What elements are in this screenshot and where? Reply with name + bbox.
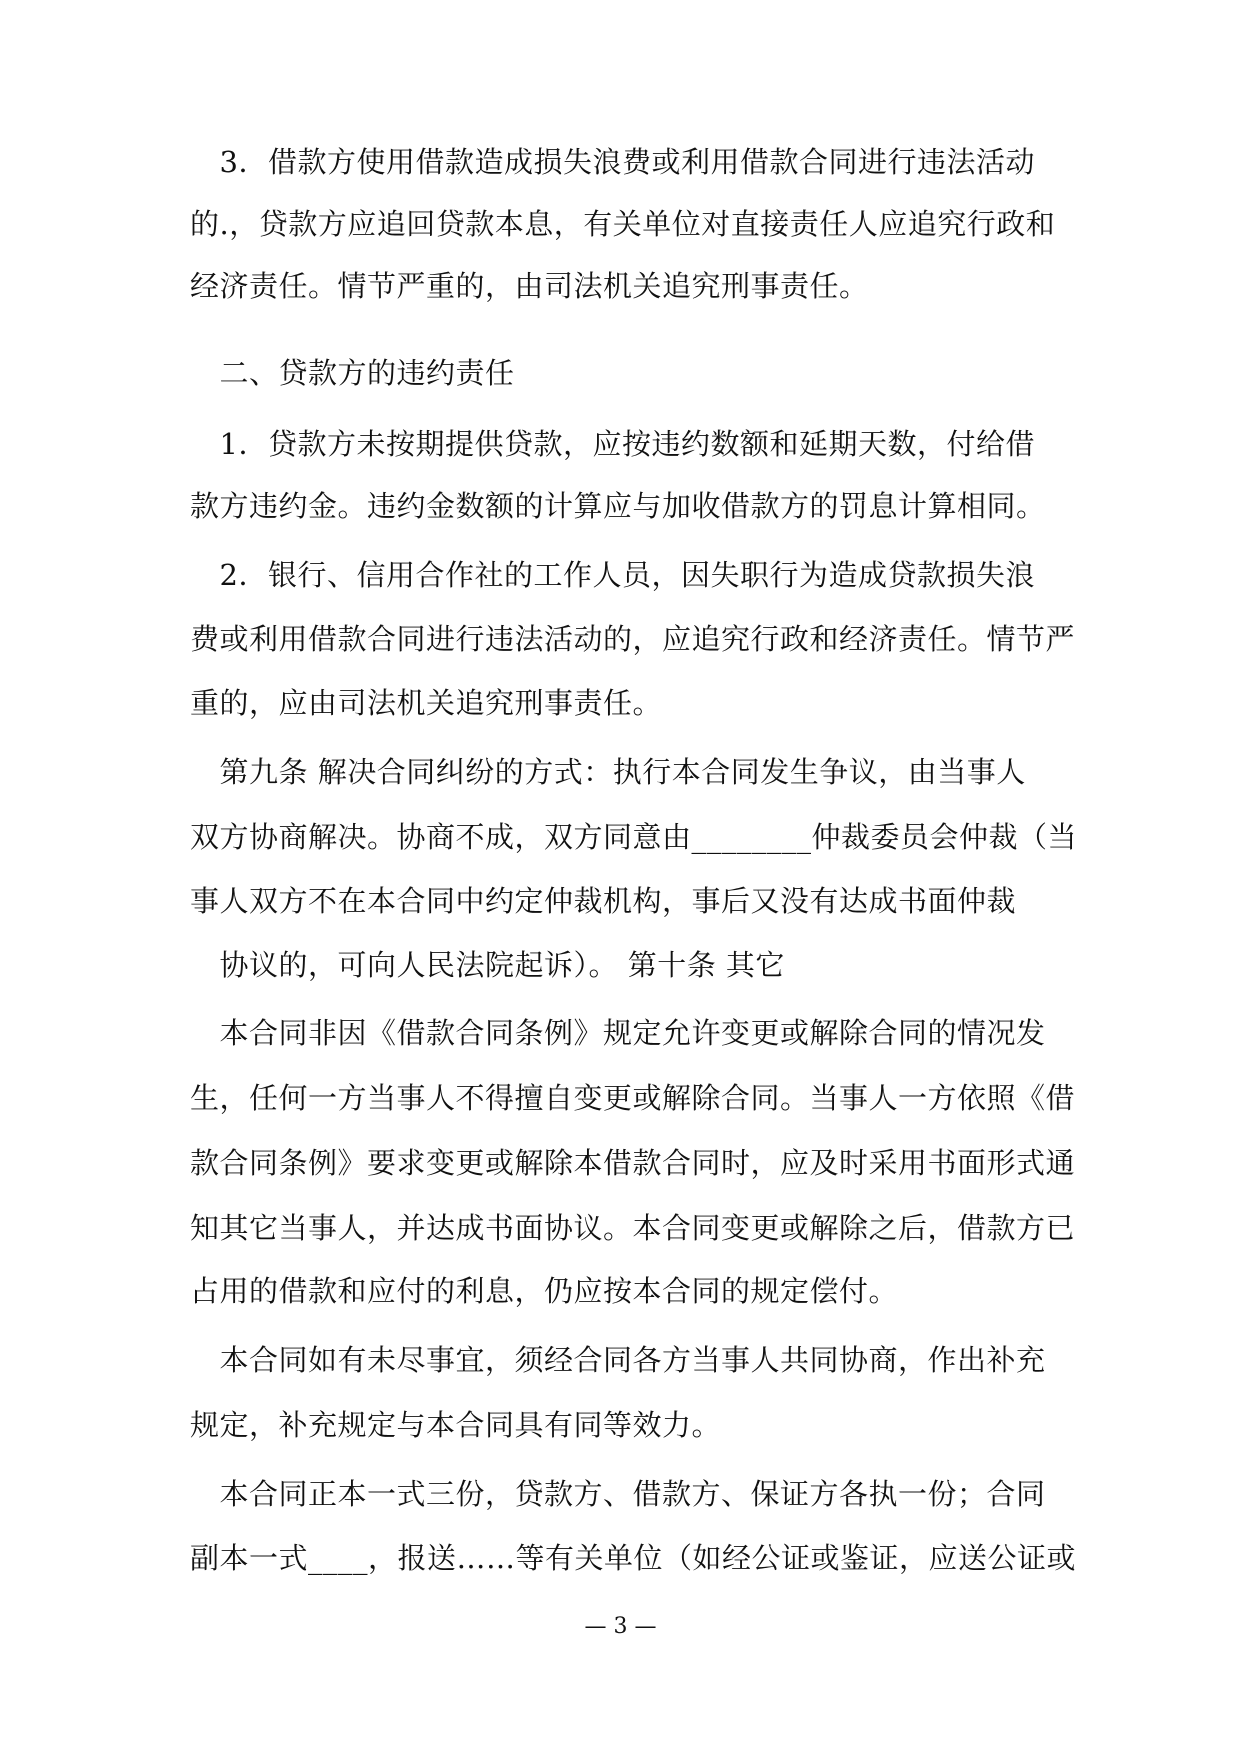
text-line: 款方违约金。违约金数额的计算应与加收借款方的罚息计算相同。 — [190, 489, 1046, 523]
text-line: 生，任何一方当事人不得擅自变更或解除合同。当事人一方依照《借 — [190, 1081, 1076, 1115]
text-line: 协议的，可向人民法院起诉）。 第十条 其它 — [190, 948, 785, 982]
text-line: 本合同正本一式三份，贷款方、借款方、保证方各执一份；合同 — [190, 1477, 1046, 1511]
text-line: 知其它当事人，并达成书面协议。本合同变更或解除之后，借款方已 — [190, 1211, 1076, 1245]
text-line: 副本一式____，报送……等有关单位（如经公证或鉴证，应送公证或 — [190, 1541, 1077, 1575]
text-line: 重的，应由司法机关追究刑事责任。 — [190, 686, 663, 720]
text-line: 3．借款方使用借款造成损失浪费或利用借款合同进行违法活动 — [190, 145, 1035, 179]
text-line: 2．银行、信用合作社的工作人员，因失职行为造成贷款损失浪 — [190, 558, 1035, 592]
section-heading: 二、贷款方的违约责任 — [190, 356, 515, 390]
text-line: 的.，贷款方应追回贷款本息，有关单位对直接责任人应追究行政和 — [190, 207, 1056, 241]
text-line: 款合同条例》要求变更或解除本借款合同时，应及时采用书面形式通 — [190, 1146, 1076, 1180]
text-line: 规定，补充规定与本合同具有同等效力。 — [190, 1408, 722, 1442]
text-line: 占用的借款和应付的利息，仍应按本合同的规定偿付。 — [190, 1274, 899, 1308]
page-number: — 3 — — [584, 1614, 657, 1639]
text-line: 双方协商解决。协商不成，双方同意由________仲裁委员会仲裁（当 — [190, 820, 1078, 854]
text-line: 本合同如有未尽事宜，须经合同各方当事人共同协商，作出补充 — [190, 1343, 1046, 1377]
text-line: 事人双方不在本合同中约定仲裁机构，事后又没有达成书面仲裁 — [190, 884, 1017, 918]
text-line: 本合同非因《借款合同条例》规定允许变更或解除合同的情况发 — [190, 1016, 1046, 1050]
text-line: 第九条 解决合同纠纷的方式：执行本合同发生争议，由当事人 — [190, 755, 1026, 789]
text-line: 1．贷款方未按期提供贷款，应按违约数额和延期天数，付给借 — [190, 427, 1035, 461]
text-line: 经济责任。情节严重的，由司法机关追究刑事责任。 — [190, 269, 869, 303]
text-line: 费或利用借款合同进行违法活动的，应追究行政和经济责任。情节严 — [190, 622, 1076, 656]
